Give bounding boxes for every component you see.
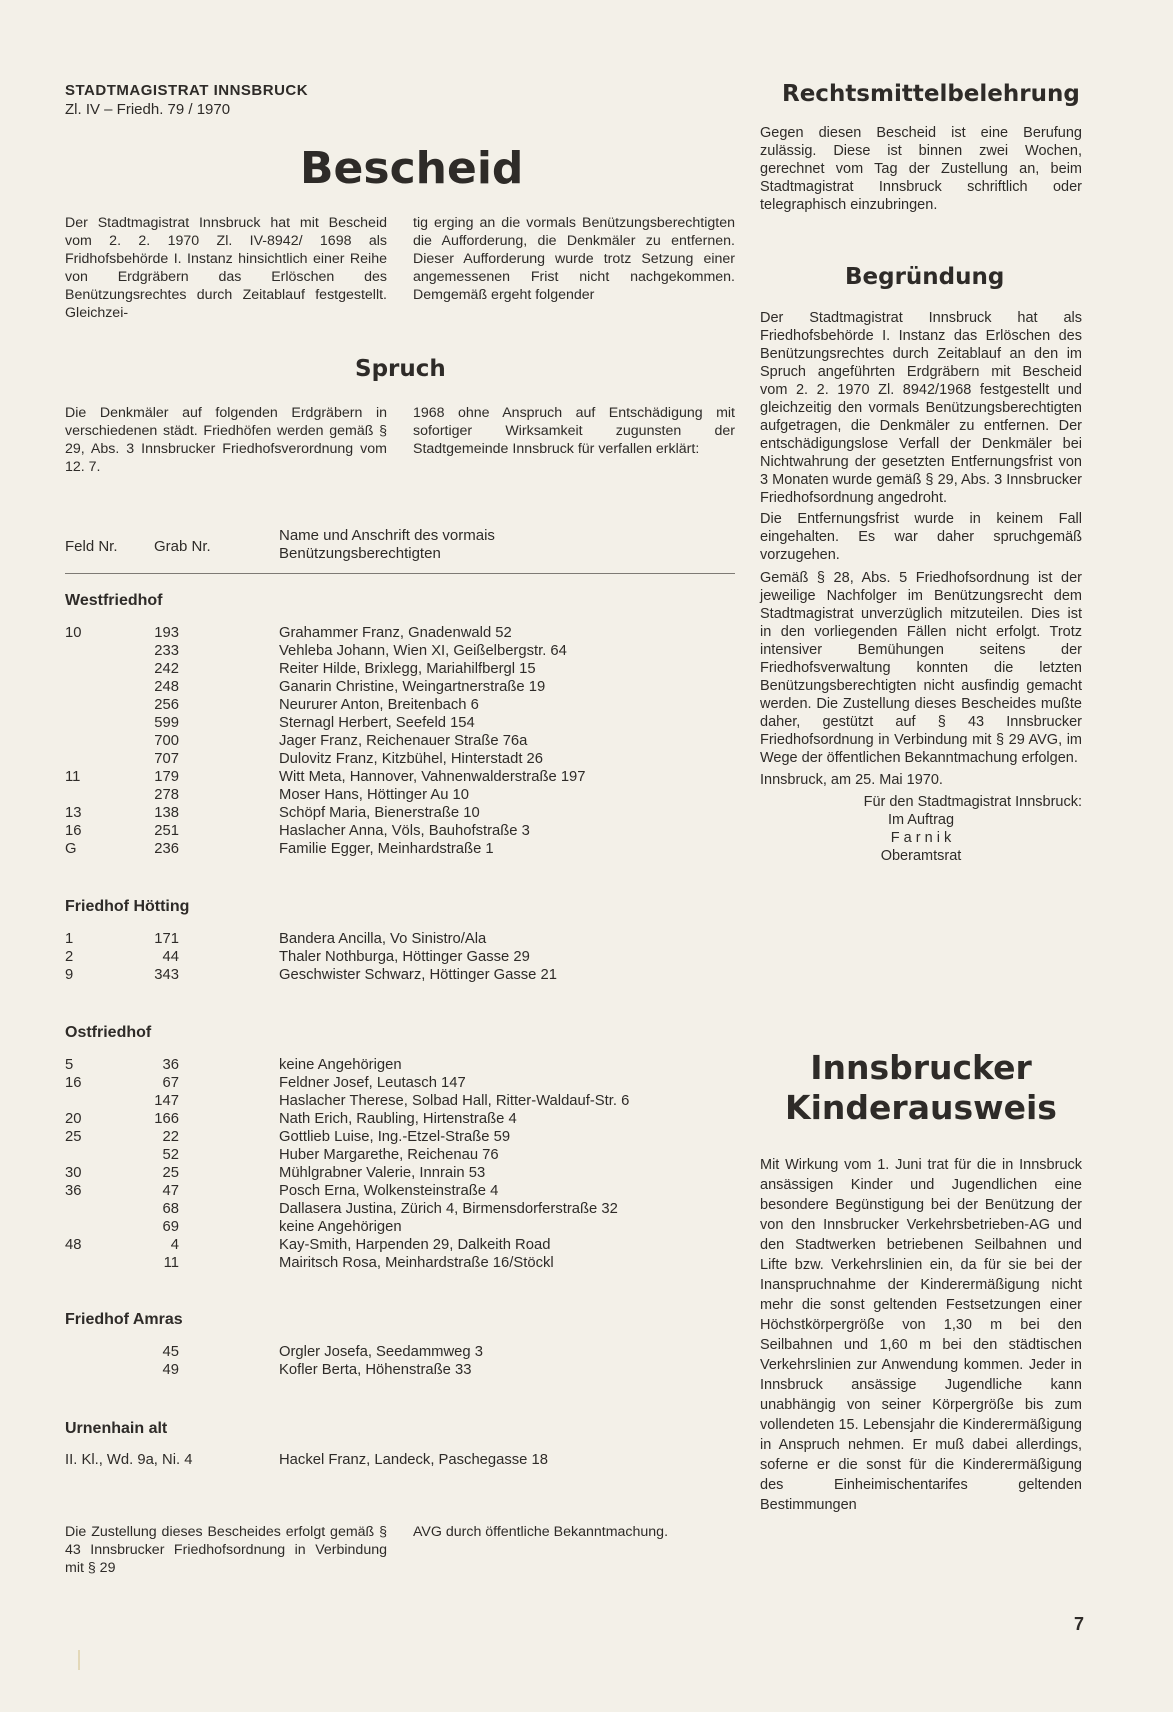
- kinderausweis-heading-line2: Kinderausweis: [785, 1088, 1057, 1127]
- feld-number: II. Kl., Wd. 9a, Ni. 4: [65, 1452, 193, 1468]
- grab-number: 278: [154, 787, 179, 803]
- grab-number: 138: [154, 805, 179, 821]
- grab-number: 193: [154, 625, 179, 641]
- grab-number: 166: [154, 1111, 179, 1127]
- holder-name-address: Feldner Josef, Leutasch 147: [279, 1075, 466, 1091]
- holder-name-address: Schöpf Maria, Bienerstraße 10: [279, 805, 480, 821]
- column-header-feld: Feld Nr.: [65, 538, 118, 555]
- holder-name-address: Sternagl Herbert, Seefeld 154: [279, 715, 475, 731]
- feld-number: 1: [65, 931, 74, 947]
- spruch-right-column: 1968 ohne Anspruch auf Entschädigung mit sofortiger Wirksamkeit zugunsten der Stadtgemeinde Innsbruck für verfallen erklärt:: [413, 405, 735, 457]
- spruch-left-column: Die Denkmäler auf folgenden Erdgräbern in verschiedenen städt. Friedhöfen werden gemäß § 29, Abs. 3 Innsbrucker Friedhofsverordnung vom 12. 7.: [65, 405, 387, 475]
- closing-right-column: AVG durch öffentliche Bekanntmachung.: [413, 1524, 669, 1540]
- feld-number: 48: [65, 1237, 82, 1253]
- spruch-heading: Spruch: [355, 356, 446, 382]
- grab-number: 47: [162, 1183, 179, 1199]
- section-title-amras: Friedhof Amras: [65, 1311, 183, 1328]
- holder-name-address: Dallasera Justina, Zürich 4, Birmensdorferstraße 32: [279, 1201, 618, 1217]
- holder-name-address: Orgler Josefa, Seedammweg 3: [279, 1344, 483, 1360]
- feld-number: 20: [65, 1111, 82, 1127]
- holder-name-address: Reiter Hilde, Brixlegg, Mariahilfbergl 15: [279, 661, 536, 677]
- rechtsmittel-heading: Rechtsmittelbelehrung: [782, 81, 1080, 107]
- holder-name-address: Kay-Smith, Harpenden 29, Dalkeith Road: [279, 1237, 551, 1253]
- section-title-hoetting: Friedhof Hötting: [65, 898, 190, 915]
- feld-number: 11: [65, 769, 81, 785]
- holder-name-address: Haslacher Anna, Völs, Bauhofstraße 3: [279, 823, 530, 839]
- begruendung-heading: Begründung: [845, 264, 1005, 290]
- grab-number: 242: [154, 661, 179, 677]
- grab-number: 171: [154, 931, 179, 947]
- holder-name-address: Mairitsch Rosa, Meinhardstraße 16/Stöckl: [279, 1255, 554, 1271]
- section-title-ostfriedhof: Ostfriedhof: [65, 1024, 152, 1041]
- kinderausweis-text: Mit Wirkung vom 1. Juni trat für die in Innsbruck ansässigen Kinder und Jugendlichen eine besondere Begünstigung bei der Benützung der von den Innsbrucker Verkehrsbetrieben-AG und den Stadtwerken betriebenen Seilbahnen und Lifte bzw. Verkehrslinien ein, da für sie bei der Inanspruchnahme der Kinderermäßigung nicht mehr die sonst geltenden Festsetzungen einer Höchstkörpergröße von 1,30 m bei den Seilbahnen und 1,60 m bei den städtischen Verkehrslinien zur Anwendung kommen. Jeder in Innsbruck ansässige Jugendliche kann unabhängig von seiner Körpergröße bis zum vollendeten 15. Lebensjahr die Kinderermäßigung in Anspruch nehmen. Er muß dabei allerdings, soferne er die sonst für die Kinderermäßigung des Einheimischentarifes geltenden Bestimmungen: [760, 1157, 1082, 1513]
- holder-name-address: Gottlieb Luise, Ing.-Etzel-Straße 59: [279, 1129, 511, 1145]
- grab-number: 251: [154, 823, 179, 839]
- rechtsmittel-text: Gegen diesen Bescheid ist eine Berufung zulässig. Diese ist binnen zwei Wochen, gerechnet vom Tag der Zustellung an, beim Stadtmagistrat Innsbruck schriftlich oder telegraphisch einzubringen.: [760, 125, 1082, 213]
- holder-name-address: Bandera Ancilla, Vo Sinistro/Ala: [279, 931, 487, 947]
- feld-number: 16: [65, 823, 82, 839]
- holder-name-address: Familie Egger, Meinhardstraße 1: [279, 841, 494, 857]
- grab-number: 25: [162, 1165, 179, 1181]
- holder-name-address: Nath Erich, Raubling, Hirtenstraße 4: [279, 1111, 517, 1127]
- feld-number: 5: [65, 1057, 74, 1073]
- grab-number: 68: [162, 1201, 179, 1217]
- grab-number: 599: [154, 715, 179, 731]
- grab-number: 22: [162, 1129, 179, 1145]
- grab-number: 45: [162, 1344, 179, 1360]
- intro-right-column: tig erging an die vormals Benützungsberechtigten die Aufforderung, die Denkmäler zu entfernen. Dieser Aufforderung wurde trotz Setzung einer angemessenen Frist nicht nachgekommen. Demgemäß ergeht folgender: [413, 215, 735, 303]
- grab-number: 49: [162, 1362, 179, 1378]
- grab-number: 256: [154, 697, 179, 713]
- holder-name-address: Jager Franz, Reichenauer Straße 76a: [279, 733, 528, 749]
- begruendung-paragraph-3: Gemäß § 28, Abs. 5 Friedhofsordnung ist der jeweilige Nachfolger im Benützungsrecht dem Stadtmagistrat unverzüglich mitzuteilen. Dies ist in den vorliegenden Fällen nicht erfolgt. Trotz intensiver Bemühungen seitens der Friedhofsverwaltung konnten die letzten Benützungsberechtigten nicht ausfindig gemacht werden. Die Zustellung dieses Bescheides mußte daher, gestützt auf § 43 Innsbrucker Friedhofsordnung in Verbindung mit § 29 AVG, im Wege der öffentlichen Bekanntmachung erfolgen.: [760, 570, 1082, 766]
- feld-number: G: [65, 841, 77, 857]
- intro-left-column: Der Stadtmagistrat Innsbruck hat mit Bescheid vom 2. 2. 1970 Zl. IV-8942/ 1698 als Fridhofsbehörde I. Instanz hinsichtlich einer Reihe von Erdgräbern das Erlöschen des Benützungsrechtes durch Zeitablauf festgestellt. Gleichzei-: [65, 215, 387, 321]
- grab-number: 248: [154, 679, 179, 695]
- holder-name-address: Hackel Franz, Landeck, Paschegasse 18: [279, 1452, 548, 1468]
- grab-number: 343: [154, 967, 179, 983]
- feld-number: 9: [65, 967, 74, 983]
- column-header-name: Name und Anschrift des vormais Benützungsberechtigten: [279, 527, 495, 562]
- feld-number: 13: [65, 805, 82, 821]
- scan-mark: [78, 1650, 80, 1670]
- holder-name-address: Grahammer Franz, Gnadenwald 52: [279, 625, 512, 641]
- grab-number: 69: [162, 1219, 179, 1235]
- section-title-urnenhain: Urnenhain alt: [65, 1420, 168, 1437]
- table-header-divider: [65, 573, 735, 574]
- holder-name-address: keine Angehörigen: [279, 1057, 402, 1073]
- holder-name-address: keine Angehörigen: [279, 1219, 402, 1235]
- feld-number: 25: [65, 1129, 82, 1145]
- holder-name-address: Neururer Anton, Breitenbach 6: [279, 697, 479, 713]
- holder-name-address: Geschwister Schwarz, Höttinger Gasse 21: [279, 967, 557, 983]
- feld-number: 36: [65, 1183, 82, 1199]
- grab-number: 700: [154, 733, 179, 749]
- holder-name-address: Vehleba Johann, Wien XI, Geißelbergstr. 64: [279, 643, 567, 659]
- holder-name-address: Ganarin Christine, Weingartnerstraße 19: [279, 679, 546, 695]
- holder-name-address: Huber Margarethe, Reichenau 76: [279, 1147, 499, 1163]
- kinderausweis-heading-line1: Innsbrucker: [810, 1048, 1032, 1087]
- holder-name-address: Haslacher Therese, Solbad Hall, Ritter-Waldauf-Str. 6: [279, 1093, 630, 1109]
- holder-name-address: Moser Hans, Höttinger Au 10: [279, 787, 469, 803]
- grab-number: 179: [154, 769, 179, 785]
- grab-number: 44: [162, 949, 179, 965]
- holder-name-address: Kofler Berta, Höhenstraße 33: [279, 1362, 472, 1378]
- grab-number: 67: [162, 1075, 179, 1091]
- signature-title: Oberamtsrat: [880, 848, 962, 864]
- holder-name-address: Dulovitz Franz, Kitzbühel, Hinterstadt 26: [279, 751, 543, 767]
- grab-number: 147: [154, 1093, 179, 1109]
- feld-number: 16: [65, 1075, 82, 1091]
- grab-number: 707: [154, 751, 179, 767]
- grab-number: 236: [154, 841, 179, 857]
- holder-name-address: Thaler Nothburga, Höttinger Gasse 29: [279, 949, 530, 965]
- holder-name-address: Witt Meta, Hannover, Vahnenwalderstraße 197: [279, 769, 586, 785]
- section-title-westfriedhof: Westfriedhof: [65, 592, 163, 609]
- reference-number: Zl. IV – Friedh. 79 / 1970: [65, 101, 231, 118]
- grab-number: 233: [154, 643, 179, 659]
- begruendung-date: Innsbruck, am 25. Mai 1970.: [760, 772, 943, 788]
- column-header-grab: Grab Nr.: [154, 538, 211, 555]
- page-number: 7: [1074, 1614, 1085, 1634]
- document-title: Bescheid: [300, 143, 524, 194]
- begruendung-paragraph-2: Die Entfernungsfrist wurde in keinem Fall eingehalten. Es war daher spruchgemäß vorzugehen.: [760, 511, 1082, 563]
- signature-for: Für den Stadtmagistrat Innsbruck:: [863, 794, 1082, 810]
- issuing-authority: STADTMAGISTRAT INNSBRUCK: [65, 82, 309, 99]
- feld-number: 2: [65, 949, 74, 965]
- holder-name-address: Mühlgrabner Valerie, Innrain 53: [279, 1165, 486, 1181]
- grab-number: 52: [162, 1147, 179, 1163]
- signature-auftrag: Im Auftrag: [887, 812, 955, 828]
- feld-number: 30: [65, 1165, 82, 1181]
- holder-name-address: Posch Erna, Wolkensteinstraße 4: [279, 1183, 499, 1199]
- grab-number: 36: [162, 1057, 179, 1073]
- begruendung-paragraph-1: Der Stadtmagistrat Innsbruck hat als Friedhofsbehörde I. Instanz das Erlöschen des Benützungsrechtes durch Zeitablauf an den im Spruch angeführten Erdgräbern mit Bescheid vom 2. 2. 1970 Zl. 8942/1968 festgestellt und gleichzeitig den vormals Benützungsberechtigten aufgetragen, die Denkmäler zu entfernen. Der entschädigungslose Verfall der Denkmäler bei Nichtwahrung der gesetzten Entfernungsfrist von 3 Monaten wurde gemäß § 29, Abs. 3 Innsbrucker Friedhofsordnung angedroht.: [760, 310, 1082, 506]
- kinderausweis-heading: [760, 1048, 1082, 1128]
- signature-name: F a r n i k: [890, 830, 952, 846]
- closing-left-column: Die Zustellung dieses Bescheides erfolgt gemäß § 43 Innsbrucker Friedhofsordnung in Verbindung mit § 29: [65, 1524, 387, 1576]
- begruendung-text: [760, 309, 1082, 865]
- grab-number: 4: [170, 1237, 179, 1253]
- feld-number: 10: [65, 625, 82, 641]
- grab-number: 11: [163, 1255, 179, 1271]
